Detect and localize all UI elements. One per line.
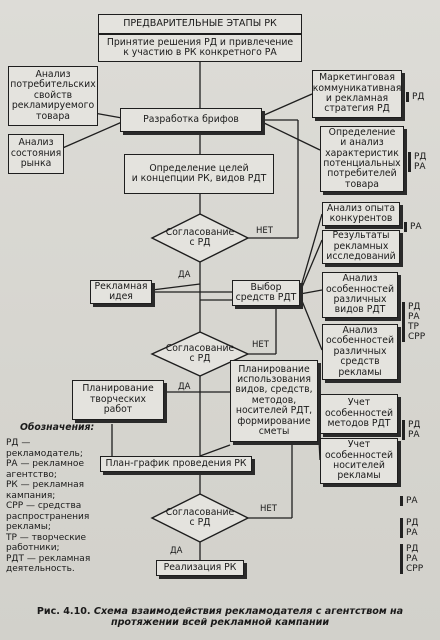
box-methods: Учет особенностей методов РДТ — [320, 394, 398, 434]
tag-types-rdt: РД РА ТР СРР — [402, 302, 425, 342]
box-briefs: Разработка брифов — [120, 108, 262, 132]
figure-number: Рис. 4.10. — [36, 606, 91, 617]
tag-competitors: РА — [404, 222, 422, 232]
connector-market-briefs — [58, 122, 122, 150]
box-decision: Принятие решения РД и привлечение к участию в РК конкретного РА — [98, 34, 302, 62]
box-means-ads: Анализ особенностей различных средств рекламы — [322, 324, 398, 380]
box-analysis-props: Анализ потребительских свойств рекламируемого товара — [8, 66, 98, 126]
connector-yes-idea — [152, 284, 200, 290]
connector-media-competitors — [300, 214, 322, 290]
box-creative-planning: Планирование творческих работ — [72, 380, 164, 420]
box-goals: Определение целей и концепции РК, видов РДТ — [124, 154, 274, 194]
box-market-state: Анализ состояния рынка — [8, 134, 64, 174]
box-media-choice: Выбор средств РДТ — [232, 280, 300, 306]
legend-title: Обозначения: — [20, 422, 95, 433]
diamond-label-1: Согласование с РД — [165, 227, 235, 249]
box-ad-idea: Рекламная идея — [90, 280, 152, 304]
box-realization: Реализация РК — [156, 560, 244, 576]
box-competitors: Анализ опыта конкурентов — [322, 202, 400, 226]
no-label-1: НЕТ — [256, 226, 273, 236]
connector-briefs-consumers — [262, 122, 320, 150]
yes-label-3: ДА — [170, 546, 183, 556]
figure-caption-text: Схема взаимодействия рекламодателя с агентством на протяжении всей рекламной кампании — [93, 606, 404, 628]
tag-consumers: РД РА — [408, 152, 426, 172]
box-prelim-stages: ПРЕДВАРИТЕЛЬНЫЕ ЭТАПЫ РК — [98, 14, 302, 34]
tag-side-3: РД РА СРР — [400, 544, 423, 574]
connector-briefs-marketing — [262, 94, 312, 116]
legend-body: РД — рекламодатель; РА — рекламное агентство; РК — рекламная кампания; СРР — средства распространения рекламы; ТР — творческие работники; РДТ — рекламная деятельность. — [6, 438, 91, 574]
tag-side-2: РД РА — [400, 518, 418, 538]
box-schedule: План-график проведения РК — [100, 456, 252, 472]
tag-methods: РД РА — [402, 420, 420, 440]
tag-side-1: РА — [400, 496, 418, 506]
no-label-3: НЕТ — [260, 504, 277, 514]
box-marketing-strategy: Маркетинговая коммуникативная и рекламная стратегия РД — [312, 70, 402, 118]
yes-label-2: ДА — [178, 382, 191, 392]
box-consumers: Определение и анализ характеристик потенциальных потребителей товара — [320, 126, 404, 192]
box-types-rdt: Анализ особенностей различных видов РДТ — [322, 272, 398, 318]
box-media-planning: Планирование использования видов, средств, методов, носителей РДТ, формирование сметы — [230, 360, 318, 442]
yes-label-1: ДА — [178, 270, 191, 280]
no-label-2: НЕТ — [252, 340, 269, 350]
diamond-label-3: Согласование с РД — [165, 507, 235, 529]
box-research: Результаты рекламных исследований — [322, 230, 400, 264]
figure-caption — [6, 606, 434, 628]
box-carriers: Учет особенностей носителей рекламы — [320, 438, 398, 484]
tag-marketing: РД — [406, 92, 424, 102]
diamond-label-2: Согласование с РД — [165, 343, 235, 365]
